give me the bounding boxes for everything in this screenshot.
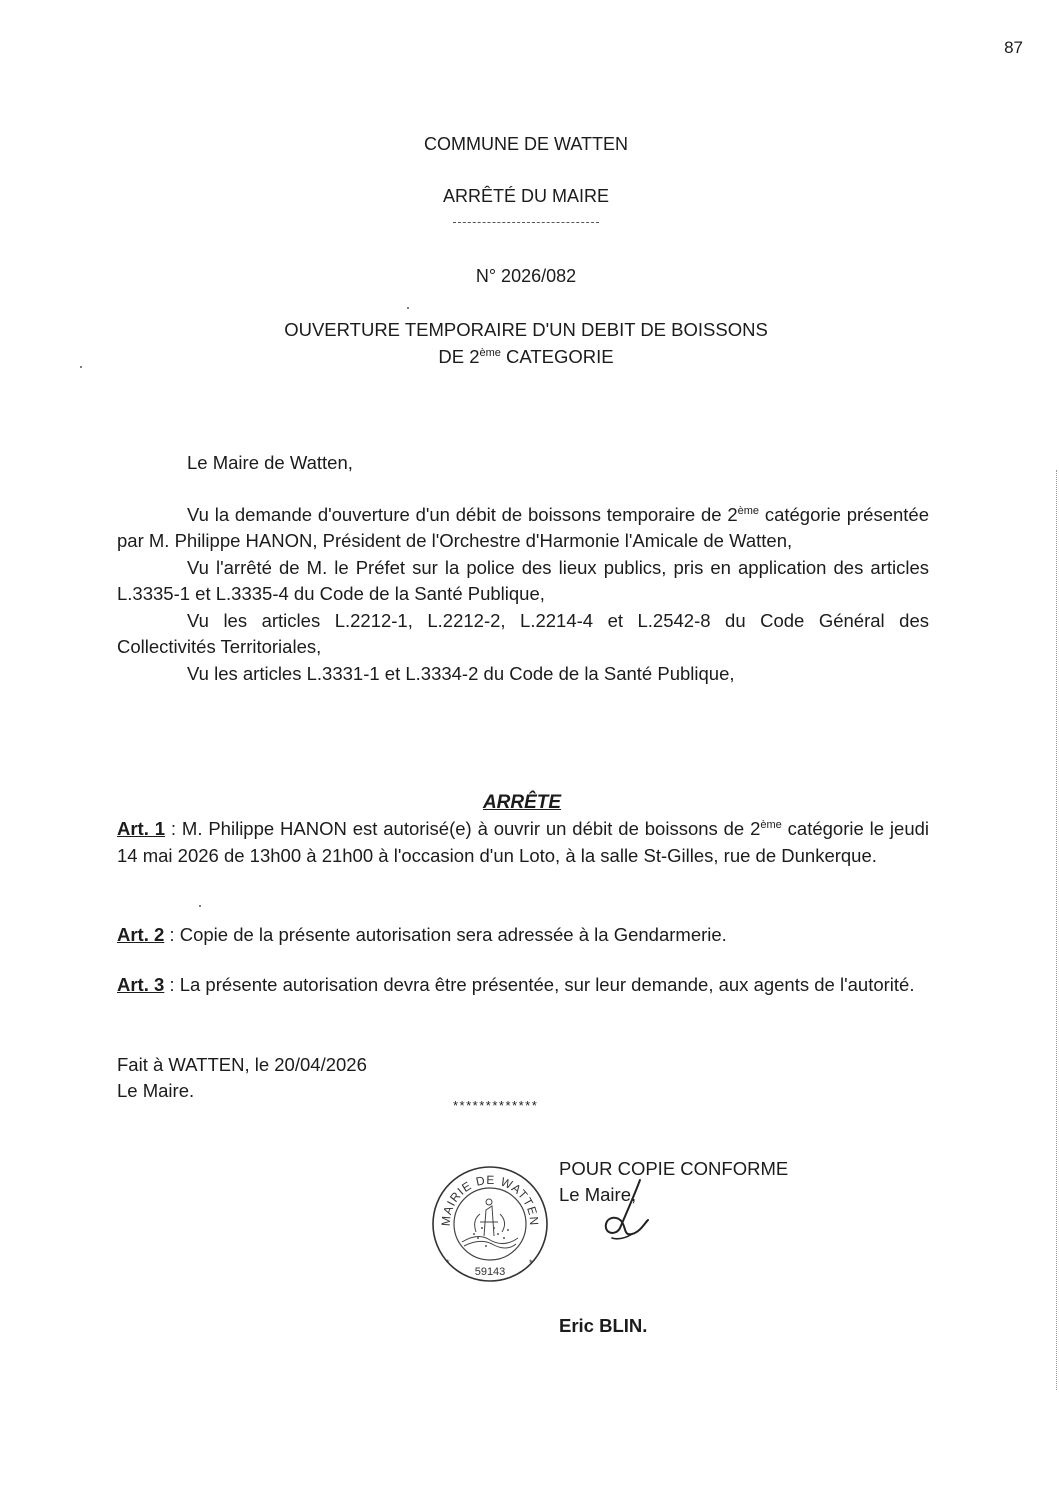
svg-text:MAIRIE DE WATTEN: MAIRIE DE WATTEN [438, 1172, 542, 1227]
article-3: Art. 3 : La présente autorisation devra être présentée, sur leur demande, aux agents de l'autorité. [117, 974, 915, 995]
arrete-title: ARRÊTÉ DU MAIRE [442, 186, 610, 206]
vu-articles-csp: Vu les articles L.3331-1 et L.3334-2 du Code de la Santé Publique, [187, 662, 735, 684]
mayor-signature-icon [596, 1176, 656, 1251]
closing [117, 1052, 929, 1104]
scan-speck [199, 905, 201, 907]
page-number: 87 [1004, 38, 1023, 57]
copie-conforme-label: POUR COPIE CONFORME [559, 1158, 789, 1179]
article-3-label: Art. 3 [117, 974, 165, 995]
article-2: Art. 2 : Copie de la présente autorisation sera adressée à la Gendarmerie. [117, 924, 727, 945]
salutation: Le Maire de Watten, [187, 452, 353, 473]
article-1: Art. 1 : M. Philippe HANON est autorisé(e) à ouvrir un débit de boissons de 2ème catégorie le jeudi 14 mai 2026 de 13h00 à 21h00 à l'occasion d'un Loto, à la salle St-Gilles, rue de Dunkerque. [117, 818, 930, 866]
svg-text:*: * [446, 1258, 450, 1268]
svg-text:59143: 59143 [474, 1266, 506, 1278]
object-line-1: OUVERTURE TEMPORAIRE D'UN DEBIT DE BOISSONS [284, 319, 768, 340]
separator-stars: ************* [453, 1098, 539, 1113]
copie-le-maire: Le Maire, [559, 1184, 637, 1205]
arrete-heading: ARRÊTE [482, 792, 562, 813]
le-maire: Le Maire. [117, 1080, 195, 1101]
vu-arrete-prefet: Vu l'arrêté de M. le Préfet sur la police des lieux publics, pris en application des articles L.3335-1 et L.3335-4 du Code de la Santé Publique, [117, 556, 929, 604]
scan-speck [407, 307, 409, 309]
arrete-object [0, 316, 1052, 370]
object-line-2: DE 2ème CATEGORIE [438, 346, 614, 367]
mairie-stamp-icon [428, 1162, 552, 1291]
arrete-number: N° 2026/082 [475, 266, 577, 286]
title-divider [453, 222, 599, 223]
copie-conforme [559, 1156, 788, 1208]
commune-heading: COMMUNE DE WATTEN [424, 134, 628, 154]
vu-demande: Vu la demande d'ouverture d'un débit de boissons temporaire de 2ème catégorie présentée par M. Philippe HANON, Président de l'Orchestre d'Harmonie l'Amicale de Watten, [117, 503, 929, 551]
scan-speck [80, 366, 82, 368]
vu-articles-cgct: Vu les articles L.2212-1, L.2212-2, L.2214-4 et L.2542-8 du Code Général des Collectivités Territoriales, [117, 609, 929, 657]
article-1-label: Art. 1 [117, 818, 166, 839]
scan-edge-mark [1056, 470, 1057, 1390]
signer-name: Eric BLIN. [559, 1315, 648, 1336]
svg-text:*: * [529, 1258, 533, 1268]
preamble [117, 450, 929, 687]
fait-a: Fait à WATTEN, le 20/04/2026 [117, 1054, 367, 1075]
article-2-label: Art. 2 [117, 924, 165, 945]
